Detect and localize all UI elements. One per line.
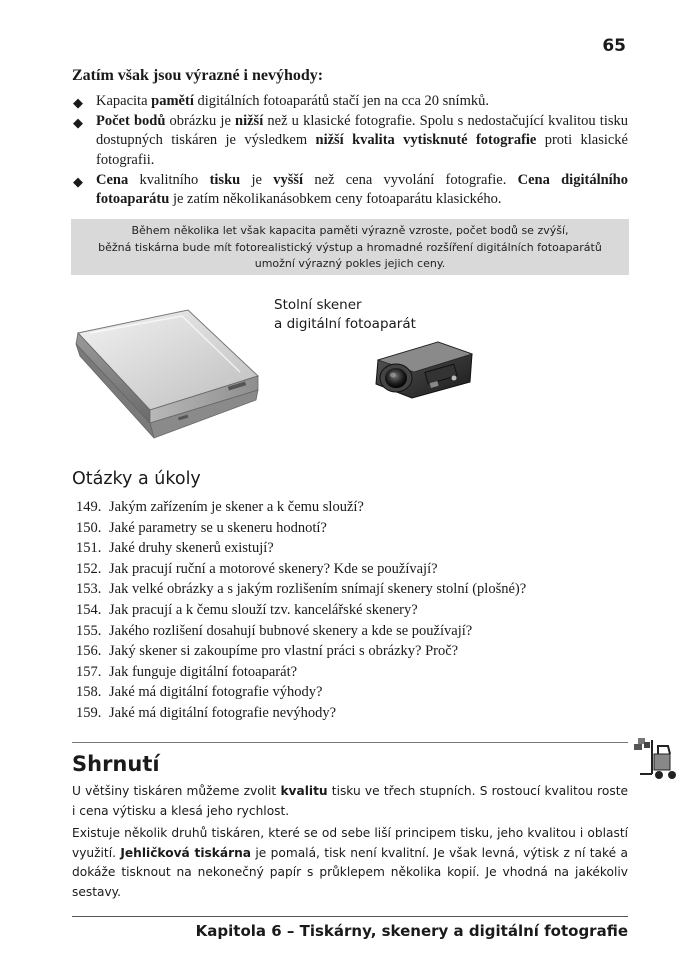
emphasis-text: Počet bodů [96, 113, 166, 130]
figure-caption [274, 296, 416, 334]
question-number: 159. [76, 704, 102, 721]
text-run: tisku ve třech stupních. S rostoucí kvalitou roste i cena výtisku a klesá jeho rychlost. [72, 784, 628, 818]
caption-line: a digitální fotoaparát [274, 316, 416, 332]
note-box [71, 219, 629, 275]
question-number: 156. [76, 643, 102, 660]
question-number: 150. [76, 519, 102, 536]
flatbed-scanner-image [70, 298, 265, 448]
questions-list [76, 497, 526, 724]
footer-divider [72, 916, 628, 917]
question-item [76, 579, 526, 600]
note-line: Během několika let však kapacita paměti výrazně vzroste, počet bodů se zvýší, [131, 224, 569, 237]
question-text: Jaké má digitální fotografie nevýhody? [109, 704, 337, 721]
text-run: kvalitního [128, 171, 210, 188]
question-text: Jak pracují a k čemu slouží tzv. kancelářské skenery? [109, 601, 418, 618]
question-text: Jak funguje digitální fotoaparát? [109, 663, 298, 680]
text-run: je zatím několikanásobkem ceny fotoaparátu klasického. [169, 191, 502, 208]
page-number: 65 [602, 36, 626, 56]
question-item [76, 559, 526, 580]
cons-list [72, 92, 628, 210]
emphasis-text: vyšší [273, 171, 304, 188]
question-text: Jak pracují ruční a motorové skenery? Kde se používají? [109, 560, 438, 577]
cons-item [72, 112, 628, 170]
caption-line: Stolní skener [274, 297, 362, 313]
question-number: 149. [76, 499, 102, 515]
question-item [76, 662, 526, 683]
question-number: 151. [76, 540, 102, 557]
cons-item [72, 171, 628, 209]
emphasis-text: Cena [96, 171, 129, 188]
question-text: Jaký skener si zakoupíme pro vlastní práci s obrázky? Proč? [109, 643, 459, 660]
question-number: 155. [76, 622, 102, 639]
emphasis-text: Cena digitálního fotoaparátu [96, 171, 629, 208]
question-number: 153. [76, 581, 102, 598]
chapter-footer: Kapitola 6 – Tiskárny, skenery a digitální fotografie [195, 922, 628, 940]
emphasis-text: nižší kvalita vytisknuté fotografie [315, 132, 537, 149]
question-number: 154. [76, 601, 102, 618]
text-run: než cena vyvolání fotografie. [303, 171, 518, 188]
questions-title: Otázky a úkoly [72, 469, 201, 489]
question-number: 158. [76, 684, 102, 701]
text-run: U většiny tiskáren můžeme zvolit [72, 784, 281, 798]
question-item [76, 497, 526, 518]
diamond-bullet-icon: ◆ [73, 96, 83, 111]
question-item [76, 682, 526, 703]
summary-paragraph [72, 782, 628, 821]
cons-item [72, 92, 628, 111]
emphasis-text: pamětí [151, 93, 194, 109]
summary-divider [72, 742, 628, 743]
text-run: obrázku je [165, 113, 236, 130]
question-item [76, 538, 526, 559]
forklift-icon [632, 738, 680, 782]
question-text: Jak velké obrázky a s jakým rozlišením snímají skenery stolní (plošné)? [109, 581, 527, 598]
question-text: Jaké druhy skenerů existují? [109, 540, 274, 557]
note-line: umožní výrazný pokles jejich ceny. [254, 257, 446, 270]
digital-camera-image [368, 332, 478, 404]
summary-paragraph [72, 824, 628, 902]
question-item [76, 621, 526, 642]
question-text: Jaké má digitální fotografie výhody? [109, 684, 323, 701]
question-item [76, 641, 526, 662]
question-text: Jakým zařízením je skener a k čemu slouží? [109, 499, 364, 515]
emphasis-text: nižší [235, 113, 264, 130]
question-number: 152. [76, 560, 102, 577]
note-line: běžná tiskárna bude mít fotorealistický výstup a hromadné rozšíření digitálních fotoaparátů [98, 240, 602, 254]
question-item [76, 703, 526, 724]
text-run: Existuje několik druhů tiskáren, které se od sebe liší principem tisku, jeho kvalitou i oblastí využití. [72, 826, 628, 860]
text-run: je pomalá, tisk není kvalitní. Je však levná, výtisk z ní také a dokáže tisknout na nekonečný papír s průklepem několika kopií. Je vhodná na jakékoliv sestavy. [72, 845, 628, 899]
question-number: 157. [76, 663, 102, 680]
text-run: Kapacita [96, 93, 152, 109]
emphasis-text: kvalitu [280, 784, 328, 798]
question-text: Jakého rozlišení dosahují bubnové skenery a kde se používají? [109, 622, 473, 639]
diamond-bullet-icon: ◆ [73, 174, 83, 190]
diamond-bullet-icon: ◆ [73, 116, 83, 132]
text-run: proti klasické fotografii. [96, 132, 628, 168]
emphasis-text: Jehličková tiskárna [120, 845, 251, 860]
question-item [76, 518, 526, 539]
question-text: Jaké parametry se u skeneru hodnotí? [109, 519, 327, 536]
text-run: je [240, 171, 274, 188]
text-run: než u klasické fotografie. Spolu s nedostačující kvalitou tisku dostupných tiskáren je výsledkem [96, 113, 628, 149]
emphasis-text: tisku [209, 171, 241, 188]
summary-title: Shrnutí [72, 752, 160, 776]
cons-heading: Zatím však jsou výrazné i nevýhody: [72, 67, 324, 84]
text-run: digitálních fotoaparátů stačí jen na cca 20 snímků. [193, 93, 489, 109]
question-item [76, 600, 526, 621]
